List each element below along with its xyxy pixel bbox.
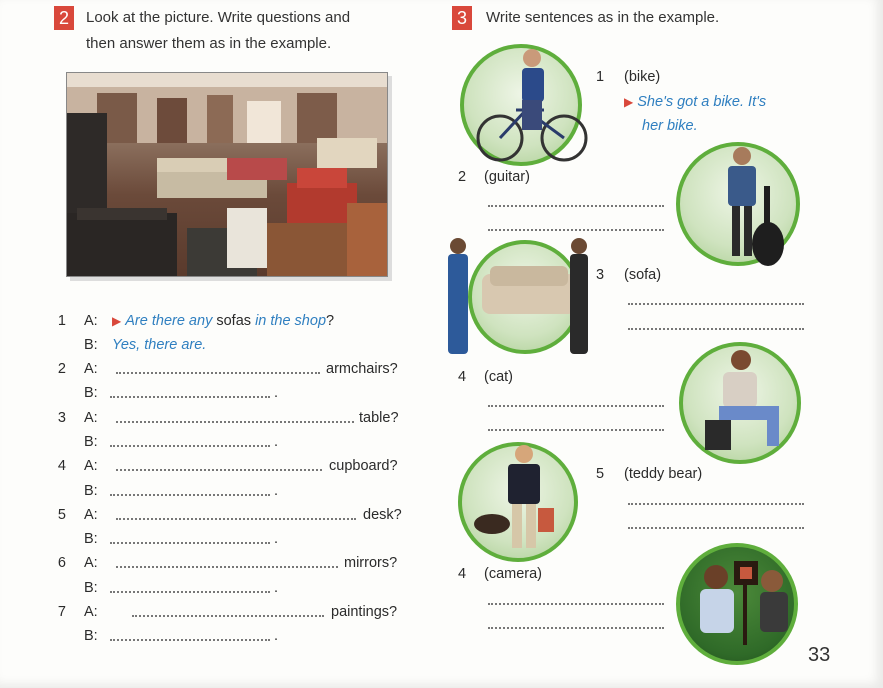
- answer-blank[interactable]: [628, 490, 804, 505]
- ex3-item-1-example-line2: her bike.: [642, 118, 698, 134]
- cat-girl-picture: [679, 342, 801, 464]
- answer-blank[interactable]: [110, 529, 270, 544]
- answer-blank[interactable]: [116, 553, 338, 568]
- bike-girl-picture: [460, 44, 582, 166]
- answer-blank[interactable]: [488, 590, 664, 605]
- answer-blank[interactable]: [116, 456, 322, 471]
- page-number: 33: [808, 644, 831, 666]
- ex3-item-6: 4 (camera): [458, 566, 543, 582]
- answer-blank[interactable]: [488, 614, 664, 629]
- guitar-man-picture: [676, 142, 800, 266]
- exercise-3-instruction: Write sentences as in the example.: [486, 9, 720, 26]
- answer-blank[interactable]: [110, 578, 270, 593]
- answer-blank[interactable]: [110, 481, 270, 496]
- exercise-2-instruction: Look at the picture. Write questions and then answer them as in the example.: [86, 9, 351, 52]
- ex3-item-5: 5 (teddy bear): [596, 466, 703, 482]
- arrow-icon: ▶: [624, 95, 634, 109]
- answer-blank[interactable]: [488, 416, 664, 431]
- answer-blank[interactable]: [110, 383, 270, 398]
- answer-blank[interactable]: [110, 432, 270, 447]
- answer-blank[interactable]: [488, 192, 664, 207]
- ex3-item-1: 1 (bike): [596, 69, 661, 85]
- answer-blank[interactable]: [132, 602, 324, 617]
- answer-blank[interactable]: [110, 626, 270, 641]
- exercise-2-number: 2: [54, 6, 74, 30]
- answer-blank[interactable]: [488, 216, 664, 231]
- answer-blank[interactable]: [116, 408, 354, 423]
- ex3-item-1-example: ▶ She's got a bike. It's: [624, 94, 767, 110]
- ex3-item-2: 2 (guitar): [458, 169, 530, 185]
- exercise-3-number: 3: [452, 6, 472, 30]
- answer-blank[interactable]: [116, 359, 320, 374]
- ex3-item-4: 4 (cat): [458, 369, 513, 385]
- answer-blank[interactable]: [628, 290, 804, 305]
- arrow-icon: ▶: [112, 314, 122, 328]
- answer-blank[interactable]: [116, 505, 356, 520]
- answer-blank[interactable]: [628, 514, 804, 529]
- answer-blank[interactable]: [628, 315, 804, 330]
- sofa-movers-picture: [468, 240, 582, 354]
- camera-children-picture: [676, 543, 798, 665]
- furniture-shop-photo: [66, 72, 388, 277]
- ex3-item-3: 3 (sofa): [596, 267, 662, 283]
- teddy-boy-picture: [458, 442, 578, 562]
- ex2-item-1-question: ▶ Are there any sofas in the shop?: [112, 313, 335, 329]
- answer-blank[interactable]: [488, 392, 664, 407]
